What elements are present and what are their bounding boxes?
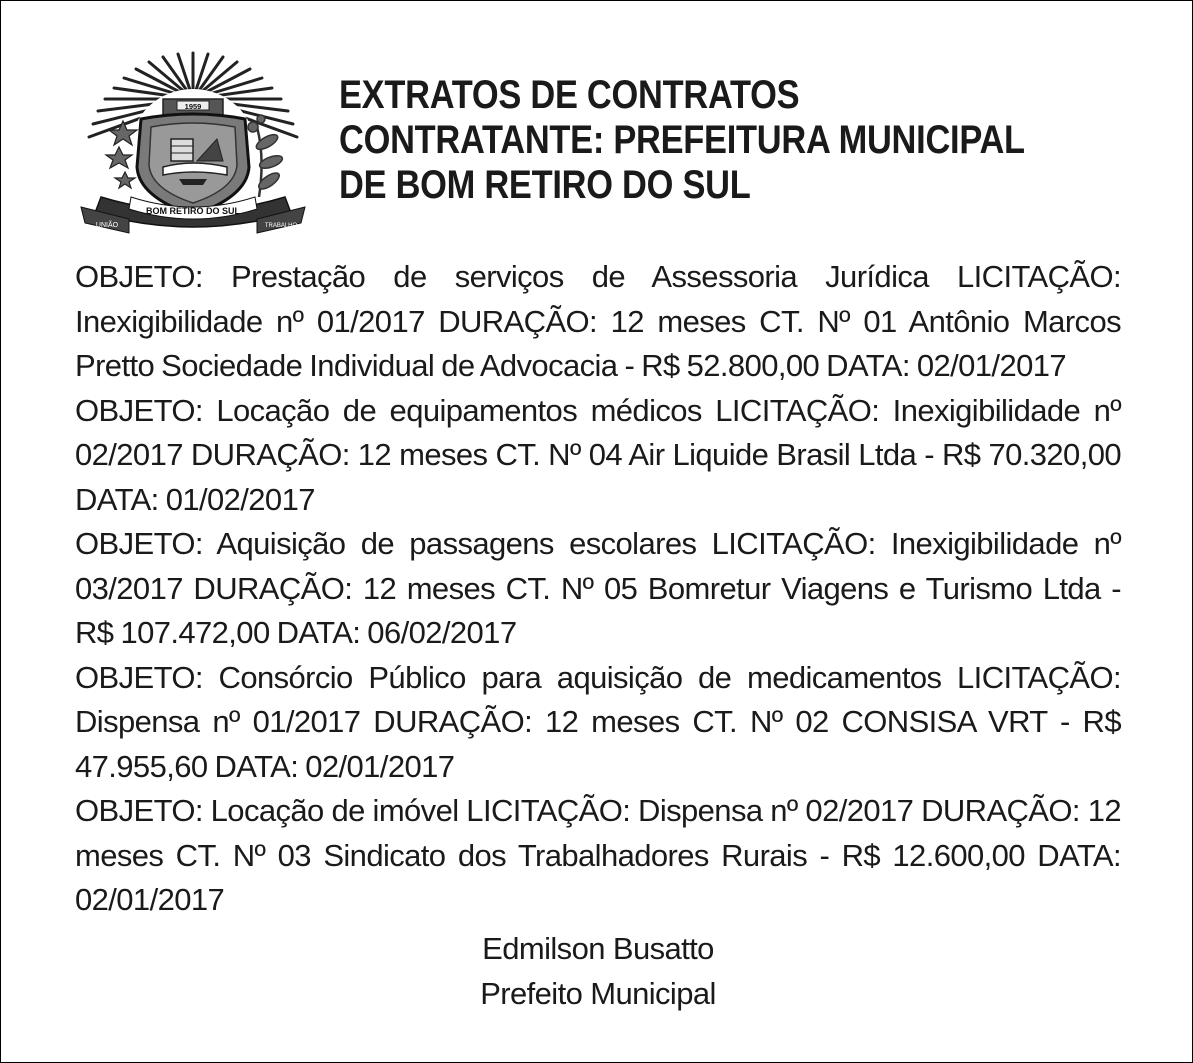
contract-entry: OBJETO: Aquisição de passagens escolares LICITAÇÃO: Inexigibilidade nº 03/2017 DURAÇÃO: 12 meses CT. Nº 05 Bomretur Viagens e Turismo Ltda - R$ 107.472,00 DATA: 06/02/2017: [75, 526, 1121, 650]
heading-line-3: DE BOM RETIRO DO SUL: [339, 163, 751, 207]
contract-entry: OBJETO: Prestação de serviços de Assessoria Jurídica LICITAÇÃO: Inexigibilidade nº 01/2017 DURAÇÃO: 12 meses CT. Nº 01 Antônio Marcos Pretto Sociedade Individual de Advocacia - R$ 52.800,00 DATA: 02/01/2017: [75, 259, 1121, 383]
signatory-name: Edmilson Busatto: [482, 931, 714, 966]
crest-banner-text: BOM RETIRO DO SUL: [146, 206, 240, 216]
contract-entry: OBJETO: Consórcio Público para aquisição de medicamentos LICITAÇÃO: Dispensa nº 01/2017 DURAÇÃO: 12 meses CT. Nº 02 CONSISA VRT - R$ 47.955,60 DATA: 02/01/2017: [75, 659, 1121, 784]
svg-text:1959: 1959: [184, 102, 202, 111]
heading-line-2: CONTRATANTE: PREFEITURA MUNICIPAL: [339, 118, 1025, 162]
heading-line-1: EXTRATOS DE CONTRATOS: [339, 73, 800, 117]
municipal-coat-of-arms: [71, 47, 315, 237]
contract-extracts: [75, 255, 1121, 923]
notice-heading: [339, 73, 1025, 208]
contract-entry: OBJETO: Locação de equipamentos médicos LICITAÇÃO: Inexigibilidade nº 02/2017 DURAÇÃO: 12 meses CT. Nº 04 Air Liquide Brasil Ltda - R$ 70.320,00 DATA: 01/02/2017: [75, 392, 1121, 517]
signatory-title: Prefeito Municipal: [480, 975, 716, 1011]
crest-left-ribbon: UNIÃO: [95, 222, 119, 229]
contract-entry: OBJETO: Locação de imóvel LICITAÇÃO: Dispensa nº 02/2017 DURAÇÃO: 12 meses CT. Nº 03 Sindicato dos Trabalhadores Rurais - R$ 12.600,00 DATA: 02/01/2017: [75, 793, 1121, 917]
crest-right-ribbon: TRABALHO: [264, 223, 298, 229]
signature-block: [75, 927, 1121, 1016]
